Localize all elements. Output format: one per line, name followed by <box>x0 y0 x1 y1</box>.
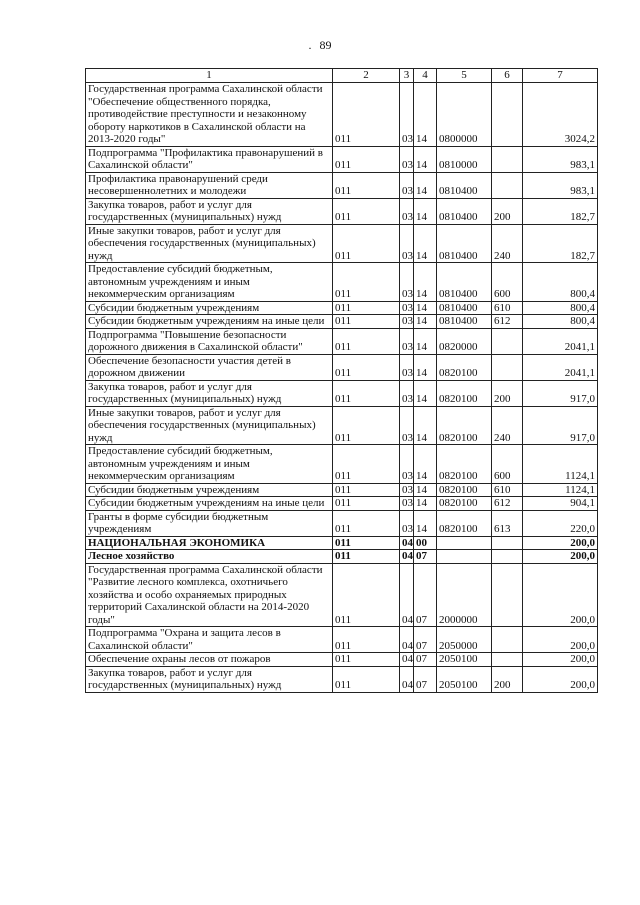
row-code-cell: 14 <box>414 406 437 445</box>
row-code-cell <box>492 563 523 627</box>
row-code-cell: 011 <box>333 83 400 147</box>
row-sum-cell: 1124,1 <box>523 445 598 484</box>
row-name-cell: Субсидии бюджетным учреждениям <box>86 483 333 497</box>
row-code-cell: 011 <box>333 263 400 302</box>
row-code-cell: 600 <box>492 263 523 302</box>
row-code-cell <box>492 172 523 198</box>
row-code-cell: 011 <box>333 198 400 224</box>
row-code-cell: 011 <box>333 510 400 536</box>
row-sum-cell: 200,0 <box>523 627 598 653</box>
header-cell-5: 5 <box>437 69 492 83</box>
row-name-cell: Субсидии бюджетным учреждениям на иные цели <box>86 315 333 329</box>
row-code-cell: 03 <box>400 83 414 147</box>
row-code-cell: 14 <box>414 301 437 315</box>
row-code-cell: 612 <box>492 497 523 511</box>
row-code-cell: 03 <box>400 354 414 380</box>
row-code-cell: 00 <box>414 536 437 550</box>
table-row <box>86 563 598 627</box>
row-code-cell: 011 <box>333 406 400 445</box>
row-code-cell <box>492 328 523 354</box>
row-code-cell: 011 <box>333 146 400 172</box>
page-number-value: 89 <box>319 38 332 52</box>
row-code-cell: 03 <box>400 224 414 263</box>
row-code-cell: 04 <box>400 653 414 667</box>
header-cell-4: 4 <box>414 69 437 83</box>
header-cell-1: 1 <box>86 69 333 83</box>
row-sum-cell: 200,0 <box>523 653 598 667</box>
row-name-cell: Предоставление субсидий бюджетным, автономным учреждениям и иным некоммерческим организациям <box>86 445 333 484</box>
row-code-cell: 07 <box>414 653 437 667</box>
row-code-cell: 14 <box>414 328 437 354</box>
row-code-cell: 03 <box>400 406 414 445</box>
table-row <box>86 497 598 511</box>
row-code-cell: 14 <box>414 354 437 380</box>
table-row <box>86 172 598 198</box>
row-code-cell: 0800000 <box>437 83 492 147</box>
row-code-cell: 610 <box>492 483 523 497</box>
row-sum-cell: 182,7 <box>523 198 598 224</box>
row-sum-cell: 2041,1 <box>523 328 598 354</box>
row-code-cell: 14 <box>414 224 437 263</box>
row-sum-cell: 220,0 <box>523 510 598 536</box>
row-code-cell: 2000000 <box>437 563 492 627</box>
row-code-cell: 011 <box>333 483 400 497</box>
row-name-cell: Подпрограмма "Охрана и защита лесов в Сахалинской области" <box>86 627 333 653</box>
row-code-cell: 0810400 <box>437 172 492 198</box>
row-code-cell: 2050000 <box>437 627 492 653</box>
row-code-cell: 011 <box>333 380 400 406</box>
row-code-cell: 2050100 <box>437 666 492 692</box>
row-code-cell: 011 <box>333 301 400 315</box>
table-row <box>86 536 598 550</box>
table-row <box>86 263 598 302</box>
row-code-cell: 0820000 <box>437 328 492 354</box>
table-row <box>86 510 598 536</box>
row-name-cell: Иные закупки товаров, работ и услуг для обеспечения государственных (муниципальных) нужд <box>86 406 333 445</box>
row-name-cell: Государственная программа Сахалинской области "Развитие лесного комплекса, охотничьего хозяйства и особо охраняемых природных территорий Сахалинской области на 2014-2020 годы" <box>86 563 333 627</box>
row-code-cell: 0810400 <box>437 198 492 224</box>
table-row <box>86 301 598 315</box>
row-code-cell: 200 <box>492 198 523 224</box>
row-name-cell: Субсидии бюджетным учреждениям <box>86 301 333 315</box>
table-header <box>86 69 598 83</box>
row-code-cell: 04 <box>400 550 414 564</box>
row-code-cell: 03 <box>400 483 414 497</box>
row-code-cell: 14 <box>414 146 437 172</box>
row-code-cell: 03 <box>400 315 414 329</box>
row-code-cell: 03 <box>400 380 414 406</box>
row-code-cell: 612 <box>492 315 523 329</box>
row-code-cell: 0820100 <box>437 354 492 380</box>
row-code-cell: 011 <box>333 328 400 354</box>
budget-table <box>85 68 598 693</box>
row-code-cell: 07 <box>414 666 437 692</box>
row-sum-cell: 200,0 <box>523 666 598 692</box>
row-sum-cell: 200,0 <box>523 563 598 627</box>
header-cell-2: 2 <box>333 69 400 83</box>
row-code-cell <box>492 550 523 564</box>
row-code-cell <box>492 83 523 147</box>
row-sum-cell: 800,4 <box>523 301 598 315</box>
row-code-cell: 200 <box>492 666 523 692</box>
row-name-cell: НАЦИОНАЛЬНАЯ ЭКОНОМИКА <box>86 536 333 550</box>
page-number <box>0 38 640 53</box>
row-name-cell: Подпрограмма "Повышение безопасности дорожного движения в Сахалинской области" <box>86 328 333 354</box>
row-code-cell: 14 <box>414 263 437 302</box>
row-code-cell <box>492 146 523 172</box>
row-sum-cell: 917,0 <box>523 406 598 445</box>
table-row <box>86 83 598 147</box>
row-sum-cell: 1124,1 <box>523 483 598 497</box>
row-code-cell: 0820100 <box>437 445 492 484</box>
row-code-cell: 14 <box>414 510 437 536</box>
row-code-cell: 011 <box>333 653 400 667</box>
table-row <box>86 224 598 263</box>
row-code-cell: 03 <box>400 497 414 511</box>
row-name-cell: Обеспечение безопасности участия детей в дорожном движении <box>86 354 333 380</box>
row-code-cell: 03 <box>400 263 414 302</box>
row-code-cell: 0810400 <box>437 263 492 302</box>
table-row <box>86 406 598 445</box>
row-code-cell: 011 <box>333 627 400 653</box>
row-code-cell: 0810000 <box>437 146 492 172</box>
row-code-cell: 04 <box>400 536 414 550</box>
table-row <box>86 666 598 692</box>
table-row <box>86 354 598 380</box>
table-row <box>86 315 598 329</box>
row-code-cell: 2050100 <box>437 653 492 667</box>
row-code-cell: 011 <box>333 563 400 627</box>
row-code-cell: 03 <box>400 328 414 354</box>
table-row <box>86 627 598 653</box>
row-code-cell: 011 <box>333 536 400 550</box>
table-row <box>86 380 598 406</box>
row-sum-cell: 2041,1 <box>523 354 598 380</box>
row-name-cell: Закупка товаров, работ и услуг для государственных (муниципальных) нужд <box>86 198 333 224</box>
page-mark: . <box>308 38 312 52</box>
row-code-cell: 613 <box>492 510 523 536</box>
row-name-cell: Профилактика правонарушений среди несовершеннолетних и молодежи <box>86 172 333 198</box>
row-code-cell: 600 <box>492 445 523 484</box>
table-row <box>86 328 598 354</box>
row-code-cell: 14 <box>414 483 437 497</box>
row-code-cell: 011 <box>333 172 400 198</box>
row-name-cell: Закупка товаров, работ и услуг для государственных (муниципальных) нужд <box>86 666 333 692</box>
row-code-cell: 03 <box>400 146 414 172</box>
row-code-cell: 03 <box>400 172 414 198</box>
row-code-cell: 011 <box>333 224 400 263</box>
row-code-cell: 0820100 <box>437 510 492 536</box>
row-code-cell: 011 <box>333 315 400 329</box>
header-row <box>86 69 598 83</box>
row-code-cell <box>437 550 492 564</box>
row-code-cell: 14 <box>414 315 437 329</box>
row-code-cell <box>492 536 523 550</box>
row-sum-cell: 200,0 <box>523 550 598 564</box>
row-code-cell: 04 <box>400 627 414 653</box>
row-sum-cell: 200,0 <box>523 536 598 550</box>
row-name-cell: Субсидии бюджетным учреждениям на иные цели <box>86 497 333 511</box>
header-cell-6: 6 <box>492 69 523 83</box>
row-code-cell: 04 <box>400 563 414 627</box>
row-sum-cell: 800,4 <box>523 315 598 329</box>
table-row <box>86 483 598 497</box>
row-code-cell: 14 <box>414 198 437 224</box>
row-code-cell: 0820100 <box>437 380 492 406</box>
row-name-cell: Гранты в форме субсидии бюджетным учреждениям <box>86 510 333 536</box>
row-name-cell: Подпрограмма "Профилактика правонарушений в Сахалинской области" <box>86 146 333 172</box>
row-code-cell: 14 <box>414 445 437 484</box>
row-name-cell: Иные закупки товаров, работ и услуг для обеспечения государственных (муниципальных) нужд <box>86 224 333 263</box>
row-code-cell: 011 <box>333 497 400 511</box>
row-code-cell: 07 <box>414 627 437 653</box>
row-code-cell: 14 <box>414 380 437 406</box>
row-code-cell: 200 <box>492 380 523 406</box>
row-code-cell: 03 <box>400 510 414 536</box>
row-name-cell: Лесное хозяйство <box>86 550 333 564</box>
row-sum-cell: 983,1 <box>523 172 598 198</box>
row-sum-cell: 904,1 <box>523 497 598 511</box>
row-code-cell: 011 <box>333 550 400 564</box>
header-cell-3: 3 <box>400 69 414 83</box>
row-sum-cell: 182,7 <box>523 224 598 263</box>
row-code-cell: 14 <box>414 83 437 147</box>
table-body <box>86 83 598 693</box>
row-code-cell: 0820100 <box>437 406 492 445</box>
row-name-cell: Предоставление субсидий бюджетным, автономным учреждениям и иным некоммерческим организациям <box>86 263 333 302</box>
row-code-cell: 07 <box>414 550 437 564</box>
row-code-cell: 0810400 <box>437 315 492 329</box>
header-cell-7: 7 <box>523 69 598 83</box>
row-name-cell: Обеспечение охраны лесов от пожаров <box>86 653 333 667</box>
row-code-cell: 03 <box>400 445 414 484</box>
row-code-cell: 240 <box>492 406 523 445</box>
row-code-cell: 0810400 <box>437 301 492 315</box>
row-code-cell: 07 <box>414 563 437 627</box>
row-code-cell: 240 <box>492 224 523 263</box>
row-sum-cell: 917,0 <box>523 380 598 406</box>
row-code-cell: 03 <box>400 198 414 224</box>
row-code-cell: 610 <box>492 301 523 315</box>
row-code-cell <box>492 354 523 380</box>
table-row <box>86 445 598 484</box>
row-name-cell: Закупка товаров, работ и услуг для государственных (муниципальных) нужд <box>86 380 333 406</box>
row-code-cell: 0820100 <box>437 483 492 497</box>
row-sum-cell: 983,1 <box>523 146 598 172</box>
table-row <box>86 653 598 667</box>
row-code-cell: 0810400 <box>437 224 492 263</box>
row-code-cell <box>437 536 492 550</box>
row-code-cell: 011 <box>333 445 400 484</box>
row-code-cell <box>492 627 523 653</box>
row-code-cell <box>492 653 523 667</box>
table-row <box>86 198 598 224</box>
row-code-cell: 0820100 <box>437 497 492 511</box>
row-sum-cell: 800,4 <box>523 263 598 302</box>
row-name-cell: Государственная программа Сахалинской области "Обеспечение общественного порядка, противодействие преступности и незаконному обороту наркотиков в Сахалинской области на 2013-2020 годы" <box>86 83 333 147</box>
table-row <box>86 550 598 564</box>
row-code-cell: 14 <box>414 497 437 511</box>
row-code-cell: 011 <box>333 666 400 692</box>
row-sum-cell: 3024,2 <box>523 83 598 147</box>
table-row <box>86 146 598 172</box>
row-code-cell: 14 <box>414 172 437 198</box>
row-code-cell: 011 <box>333 354 400 380</box>
row-code-cell: 03 <box>400 301 414 315</box>
row-code-cell: 04 <box>400 666 414 692</box>
